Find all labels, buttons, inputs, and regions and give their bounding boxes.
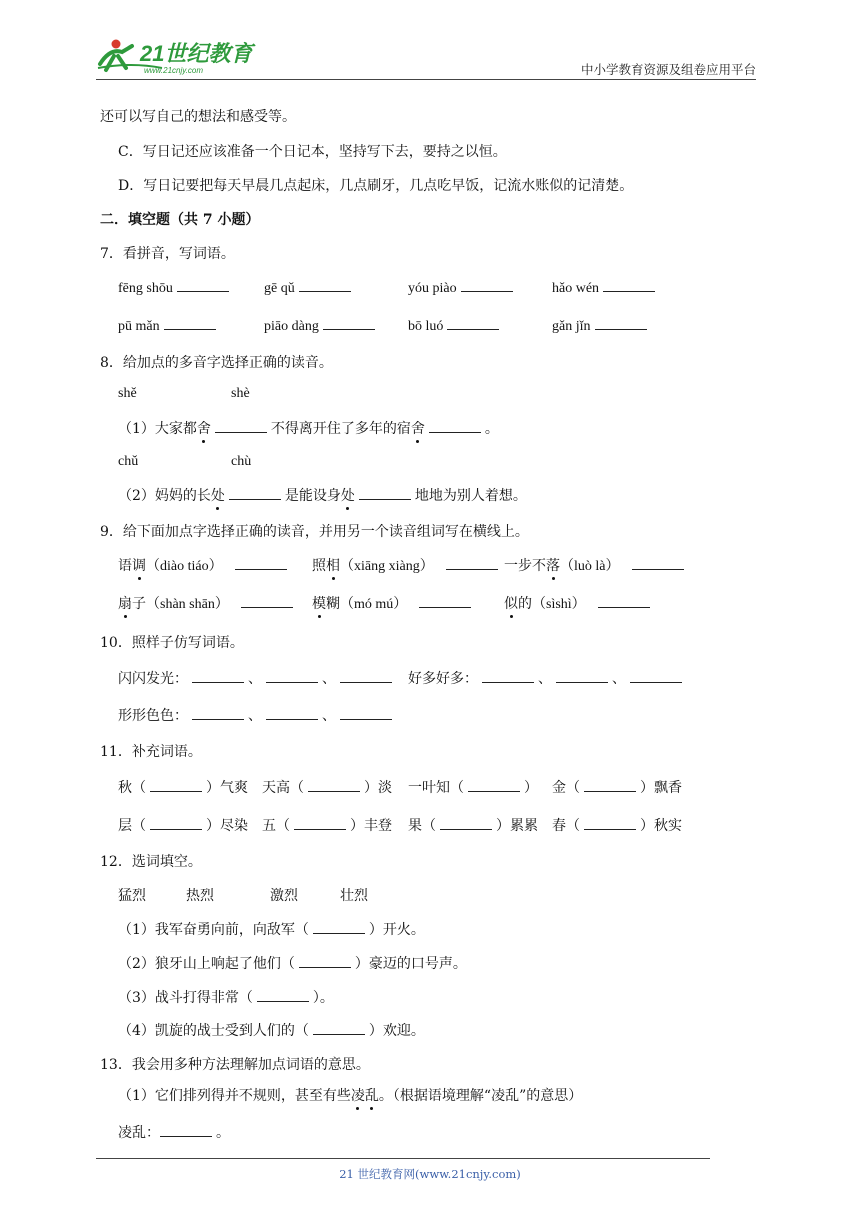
q8-sentence-2: （2）妈妈的长处 是能设身处 地地为别人着想。	[118, 485, 527, 505]
q7-stem: 7．看拼音，写词语。	[100, 246, 235, 262]
word-option: 热烈	[186, 888, 214, 904]
q11-item: 一叶知（ ）	[408, 780, 538, 796]
q11-item: 果（ ）累累	[408, 818, 538, 834]
q9-item: 模糊（mó mú）	[312, 593, 475, 613]
q13-sentence-2: 凌乱： 。	[118, 1125, 230, 1141]
logo-url: www.21cnjy.com	[144, 66, 203, 75]
q9-item: 似的（sìshì）	[504, 593, 654, 613]
logo	[92, 34, 262, 78]
q11-item: 金（ ）飘香	[552, 780, 682, 796]
q11-item: 秋（ ）气爽	[118, 780, 248, 796]
q8-sentence-1: （1）大家都舍 不得离开住了多年的宿舍 。	[118, 418, 499, 438]
q11-stem: 11．补充词语。	[100, 744, 202, 760]
q10-line-1: 闪闪发光： 、 、	[118, 668, 396, 688]
section-title: 二．填空题（共 7 小题）	[100, 212, 260, 228]
logo-text: 21世纪教育	[140, 41, 253, 66]
q9-item: 语调（diào tiáo）	[118, 555, 291, 575]
q9-item: 扇子（shàn shān）	[118, 593, 297, 613]
q7-item: gē qǔ	[264, 279, 355, 297]
footer-text: 21 世纪教育网(www.21cnjy.com)	[339, 1167, 521, 1181]
q13-stem: 13．我会用多种方法理解加点词语的意思。	[100, 1057, 370, 1073]
q7-item: yóu piào	[408, 279, 517, 297]
option-c: C．写日记还应该准备一个日记本，坚持写下去，要持之以恒。	[118, 144, 507, 160]
q7-item: pū mǎn	[118, 317, 220, 335]
q10-stem: 10．照样子仿写词语。	[100, 635, 244, 651]
q7-item: bō luó	[408, 317, 503, 335]
q8-stem: 8．给加点的多音字选择正确的读音。	[100, 355, 333, 371]
q12-sentence-4: （4）凯旋的战士受到人们的（ ）欢迎。	[118, 1023, 425, 1039]
footer-divider	[96, 1158, 710, 1159]
q9-item: 照相（xiāng xiàng）	[312, 555, 502, 575]
word-option: 激烈	[270, 888, 298, 904]
q12-stem: 12．选词填空。	[100, 854, 202, 870]
q7-item: gǎn jǐn	[552, 317, 651, 335]
q7-item: hǎo wén	[552, 279, 659, 297]
q12-sentence-1: （1）我军奋勇向前，向敌军（ ）开火。	[118, 922, 425, 938]
q7-item: fēng shōu	[118, 279, 233, 297]
text-line: 还可以写自己的想法和感受等。	[100, 109, 296, 125]
q11-item: 春（ ）秋实	[552, 818, 682, 834]
logo-graphic	[92, 34, 262, 78]
q9-item: 一步不落（luò là）	[504, 555, 688, 575]
q13-sentence-1: （1）它们排列得并不规则，甚至有些凌乱。（根据语境理解“凌乱”的意思）	[118, 1085, 582, 1105]
q11-item: 五（ ）丰登	[262, 818, 392, 834]
header-platform-name: 中小学教育资源及组卷应用平台	[580, 62, 756, 77]
q12-sentence-2: （2）狼牙山上响起了他们（ ）豪迈的口号声。	[118, 956, 467, 972]
pinyin-option: chù	[231, 454, 252, 469]
q10-line-2: 好多好多： 、 、	[408, 668, 686, 688]
q11-item: 层（ ）尽染	[118, 818, 248, 834]
word-option: 壮烈	[340, 888, 368, 904]
header-divider	[96, 79, 756, 80]
q12-sentence-3: （3）战斗打得非常（ ）。	[118, 990, 334, 1006]
q10-line-3: 形形色色： 、 、	[118, 705, 396, 725]
word-option: 猛烈	[118, 888, 146, 904]
q7-item: piāo dàng	[264, 317, 379, 335]
pinyin-option: shě	[118, 386, 137, 401]
pinyin-option: chǔ	[118, 454, 139, 469]
q11-item: 天高（ ）淡	[262, 780, 392, 796]
q9-stem: 9．给下面加点字选择正确的读音，并用另一个读音组词写在横线上。	[100, 524, 529, 540]
option-d: D．写日记要把每天早晨几点起床，几点刷牙，几点吃早饭，记流水账似的记清楚。	[118, 178, 634, 194]
pinyin-option: shè	[231, 386, 250, 401]
